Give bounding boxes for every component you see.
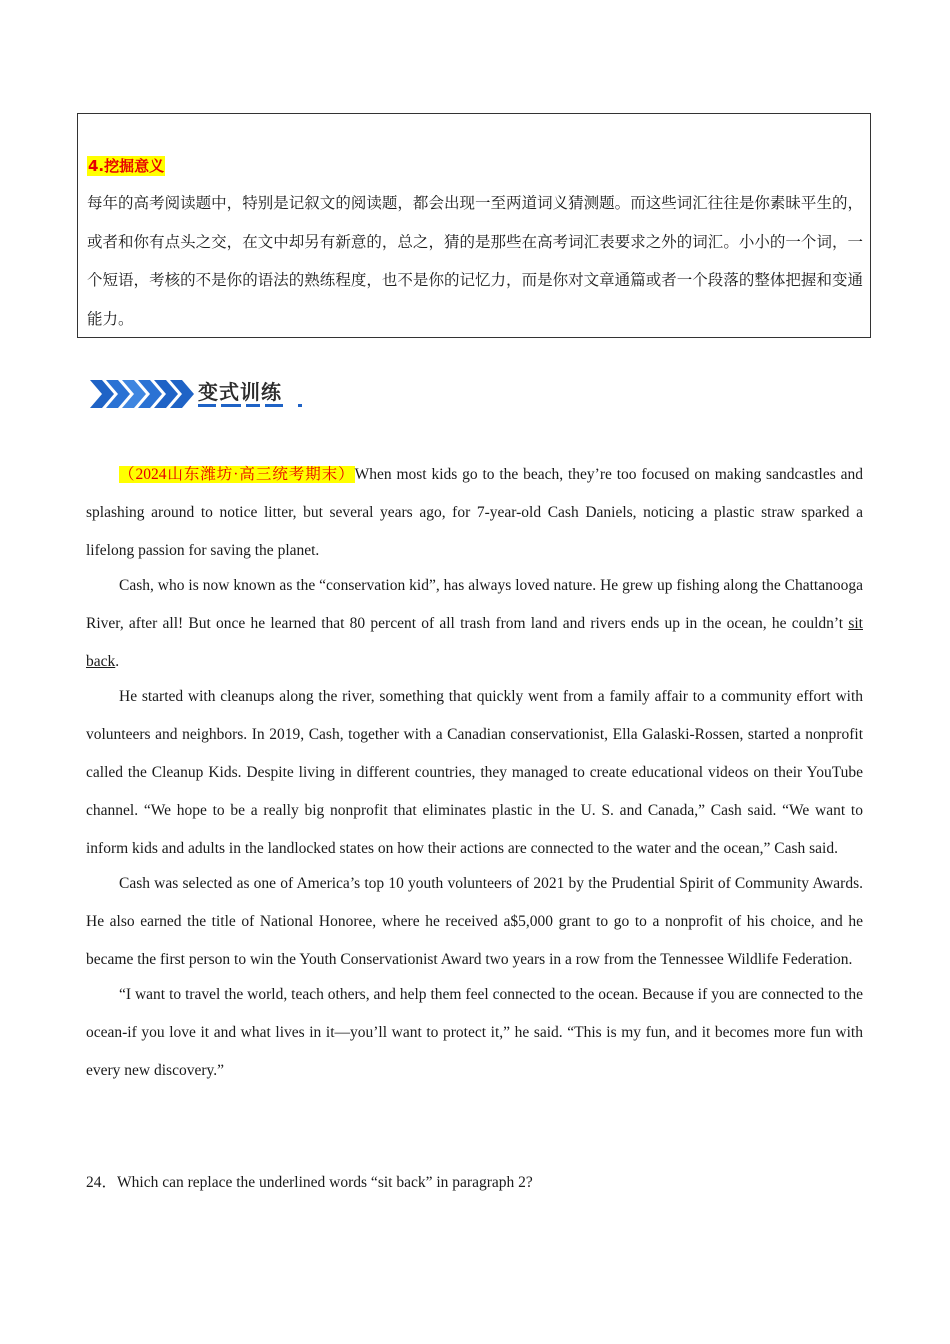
accent-bar (298, 404, 302, 407)
paragraph-5: “I want to travel the world, teach others, and help them feel connected to the ocean. Because if you are connected to the ocean-if you love it and what lives in it—you’ll want to protect it,” he said. “This is my fun, and it becomes more fun with every new discovery.” (86, 986, 863, 1079)
section-banner-label: 变式训练 (198, 380, 282, 404)
paragraph-4: Cash was selected as one of America’s top 10 youth volunteers of 2021 by the Prudential Spirit of Community Awards. He also earned the title of National Honoree, where he received a$5,000 grant to go to a nonprofit of his choice, and he became the first person to win the Youth Conservationist Award two years in a row from the Tennessee Wildlife Federation. (86, 875, 863, 968)
underlined-phrase: sit back (86, 615, 863, 670)
tip-box-title: 4.挖掘意义 (88, 157, 165, 175)
paragraph-1 (86, 456, 863, 570)
paragraph-1-text: When most kids go to the beach, they’re too focused on making sandcastles and splashing around to notice litter, but several years ago, for 7-year-old Cash Daniels, noticing a plastic straw sparked a lifelong passion for saving the planet. (86, 466, 863, 559)
paragraph-2 (86, 567, 863, 681)
question-text: Which can replace the underlined words “sit back” in paragraph 2? (117, 1174, 533, 1191)
paragraph-2-text: Cash, who is now known as the “conservation kid”, has always loved nature. He grew up fishing along the Chattanooga River, after all! But once he learned that 80 percent of all trash from land and rivers ends up in the ocean, he couldn’t (86, 577, 863, 632)
paragraph-2-end: . (115, 653, 120, 670)
question-24 (86, 1168, 533, 1198)
question-number: 24． (86, 1174, 118, 1191)
source-tag: （2024山东潍坊·高三统考期末） (119, 466, 355, 483)
tip-box (77, 113, 871, 338)
paragraph-3: He started with cleanups along the river, something that quickly went from a family affair to a community effort with volunteers and neighbors. In 2019, Cash, together with a Canadian conservationist, Ella Galaski-Rossen, started a nonprofit called the Cleanup Kids. Despite living in different countries, they managed to create educational videos on their YouTube channel. “We hope to be a really big nonprofit that eliminates plastic in the U. S. and Canada,” Cash said. “We want to inform kids and adults in the landlocked states on how their actions are connected to the water and the ocean,” Cash said. (86, 688, 863, 857)
tip-box-body: 每年的高考阅读题中，特别是记叙文的阅读题，都会出现一至两道词义猜测题。而这些词汇往往是你素昧平生的，或者和你有点头之交，在文中却另有新意的，总之，猜的是那些在高考词汇表要求之外的词汇。小小的一个词，一个短语，考核的不是你的语法的熟练程度，也不是你的记忆力，而是你对文章通篇或者一个段落的整体把握和变通能力。 (87, 195, 863, 328)
reading-passage (86, 456, 863, 1087)
